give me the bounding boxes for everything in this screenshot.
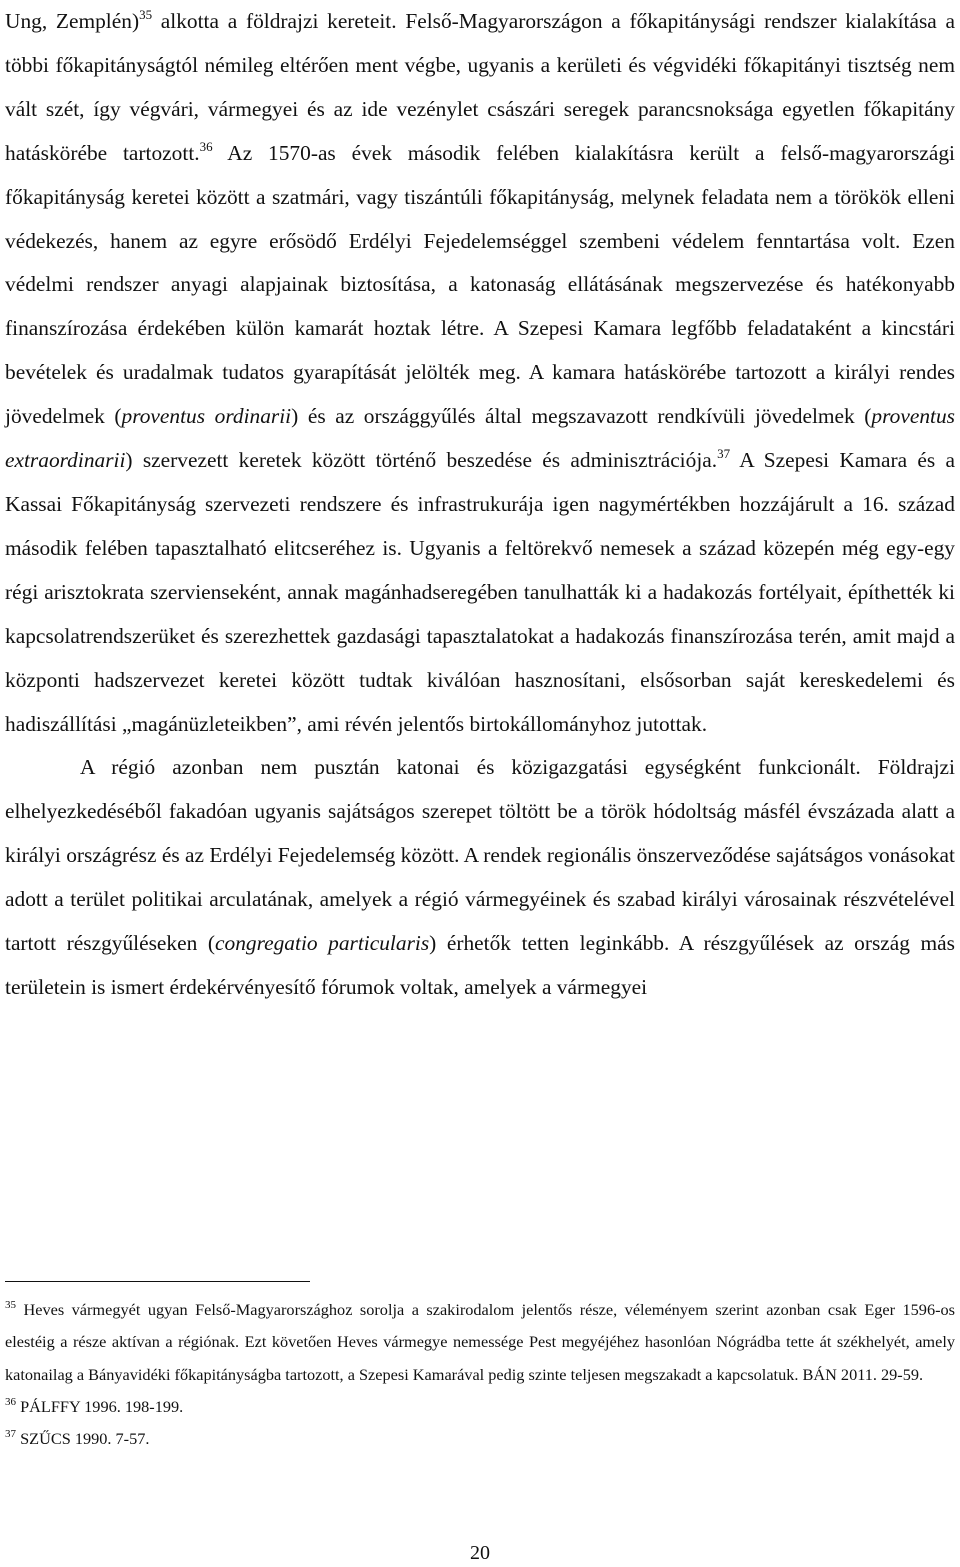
footnote-number: 36 [5,1395,16,1408]
footnote-35 [5,1294,955,1391]
paragraph-2-text-2: ) érhetők tetten leginkább. A részgyűlések az ország más területein is ismert érdekérvényesítő fórumok voltak, amelyek a vármegyei [5,931,955,999]
footnote-separator [5,1281,310,1282]
paragraph-1-text-6: A Szepesi Kamara és a Kassai Főkapitányság szervezeti rendszere és infrastrukurája igen nagymértékben hozzájárult a 16. század második felében tapasztalható elitcseréhez is. Ugyanis a feltörekvő nemesek a század közepén még egy-egy régi arisztokrata szervienseként, annak magánhadseregében tanulhatták ki a hadakozás fortélyait, építhették ki kapcsolatrendszerüket és szerezhettek gazdasági tapasztalatokat a hadakozás finanszírozása terén, amit majd a központi hadszervezet keretei között tudtak kiválóan hasznosítani, elsősorban saját kereskedelemi és hadiszállítási „magánüzleteikben”, ami révén jelentős birtokállományhoz jutottak. [5,448,955,736]
latin-term-proventus-extraordinarii: proventus extraordinarii [5,404,955,473]
footnote-number: 35 [5,1299,16,1311]
paragraph-1-text-1: Ung, Zemplén) [5,9,140,33]
footnote-ref-35[interactable]: 35 [139,7,153,22]
paragraph-1-text-5: ) szervezett keretek között történő beszedése és adminisztrációja. [125,448,718,473]
latin-term-congregatio-particularis: congregatio particularis [215,931,430,956]
footnote-text: PÁLFFY 1996. 198-199. [20,1396,184,1416]
footnote-37 [5,1423,955,1455]
paragraph-2 [5,746,955,1009]
footnote-number: 37 [5,1428,16,1441]
footnotes [5,1294,955,1455]
footnote-ref-37[interactable]: 37 [717,446,731,462]
paragraph-1-text-4: ) és az országgyűlés által megszavazott rendkívüli jövedelmek ( [291,404,872,429]
footnote-ref-36[interactable]: 36 [199,138,213,154]
footnote-36 [5,1391,955,1423]
paragraph-2-text-1: A régió azonban nem pusztán katonai és közigazgatási egységként funkcionált. Földrajzi elhelyezkedéséből fakadóan ugyanis sajátságos szerepet töltött be a török hódoltság másfél évszázada alatt a királyi országrész és az Erdélyi Fejedelemség között. A rendek regionális önszerveződése sajátságos vonásokat adott a terület politikai arculatának, amelyek a régió vármegyéinek és szabad királyi városainak részvételével tartott részgyűléseken ( [5,755,955,956]
footnote-text: SZŰCS 1990. 7-57. [20,1429,150,1449]
paragraph-1 [5,0,955,746]
body-text [5,0,955,1010]
page-number: 20 [470,1542,490,1564]
paragraph-1-text-2: alkotta a földrajzi kereteit. Felső-Magyarországon a főkapitánysági rendszer kialakítása a többi főkapitányságtól némileg eltérően ment végbe, ugyanis a kerületi és végvidéki főkapitányi tisztség nem vált szét, így végvári, vármegyei és az ide vezénylet császári seregek parancsnoksága egyetlen főkapitány hatáskörébe tartozott. [5,9,955,165]
paragraph-1-text-3: Az 1570-as évek második felében kialakításra került a felső-magyarországi főkapitányság keretei között a szatmári, vagy tiszántúli főkapitányság, melynek feladata nem a törökök elleni védekezés, hanem az egyre erősödő Erdélyi Fejedelemséggel szembeni védelem fenntartása volt. Ezen védelmi rendszer anyagi alapjainak biztosítása, a katonaság ellátásának megszervezése és hatékonyabb finanszírozása érdekében külön kamarát hoztak létre. A Szepesi Kamara legfőbb feladataként a kincstári bevételek és uradalmak tudatos gyarapítását jelölték meg. A kamara hatáskörébe tartozott a királyi rendes jövedelmek ( [5,140,955,429]
latin-term-proventus-ordinarii: proventus ordinarii [121,404,292,429]
footnote-text: Heves vármegyét ugyan Felső-Magyarországhoz sorolja a szakirodalom jelentős része, véleményem szerint azonban csak Eger 1596-os elestéig a része aktívan a régiónak. Ezt követően Heves vármegye nemessége Pest megyéjéhez hasonlóan Nógrádba tette át székhelyét, amely katonailag a Bányavidéki főkapitányságba tartozott, a Szepesi Kamarával pedig szinte teljesen megszakadt a kapcsolatuk. BÁN 2011. 29-59. [5,1300,955,1384]
